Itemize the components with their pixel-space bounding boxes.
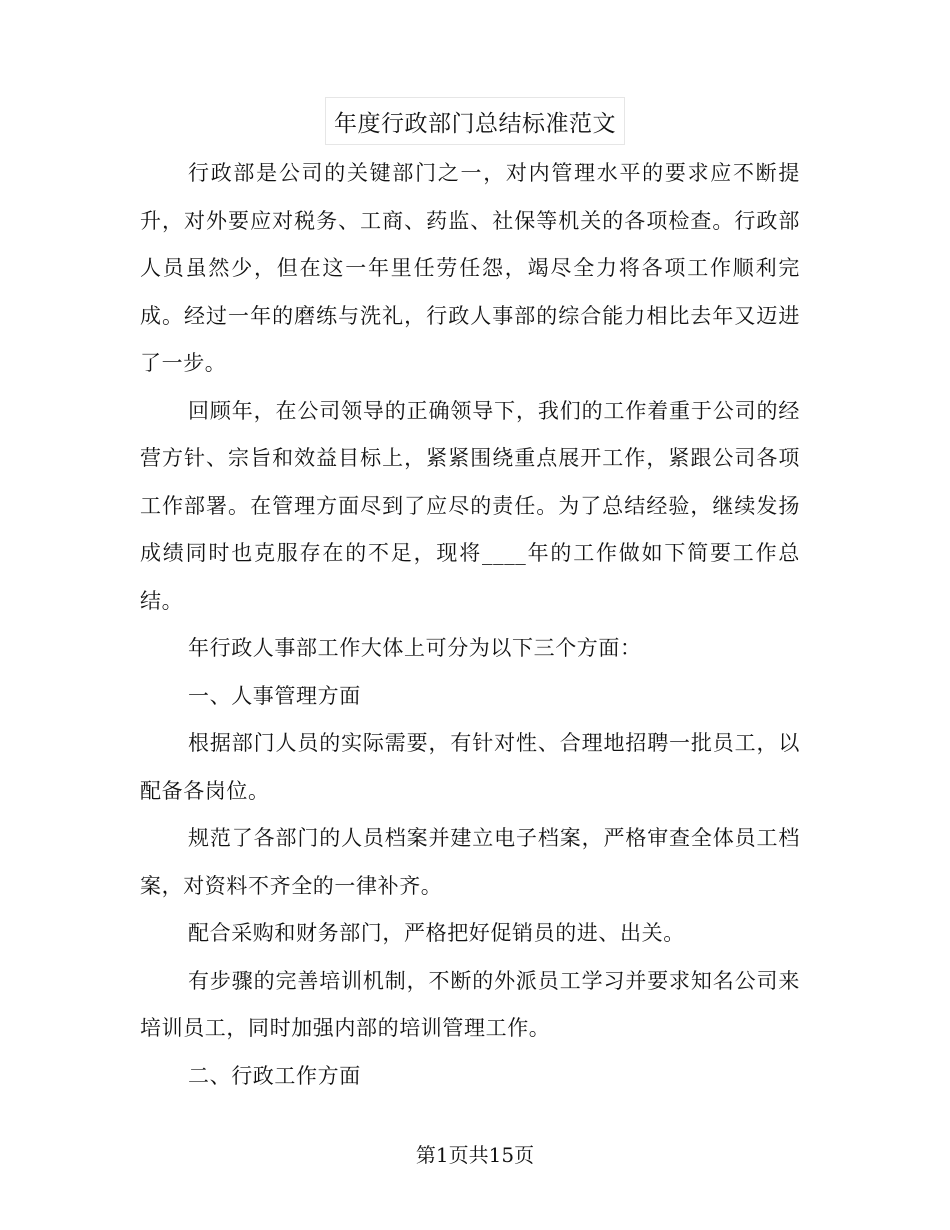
section-heading-personnel: 一、人事管理方面 <box>188 683 361 708</box>
paragraph-training: 有步骤的完善培训机制，不断的外派员工学习并要求知名公司来培训员工，同时加强内部的培训管理工作。 <box>140 968 800 1040</box>
paragraph-review: 回顾年，在公司领导的正确领导下，我们的工作着重于公司的经营方针、宗旨和效益目标上，紧紧围绕重点展开工作，紧跟公司各项工作部署。在管理方面尽到了应尽的责任。为了总结经验，继续发扬成绩同时也克服存在的不足，现将____年的工作做如下简要工作总结。 <box>140 398 800 613</box>
page-number: 第1页共15页 <box>415 1143 535 1167</box>
paragraph-archives: 规范了各部门的人员档案并建立电子档案，严格审查全体员工档案，对资料不齐全的一律补齐。 <box>140 826 800 898</box>
paragraph-intro: 行政部是公司的关键部门之一，对内管理水平的要求应不断提升，对外要应对税务、工商、药监、社保等机关的各项检查。行政部人员虽然少，但在这一年里任劳任怨，竭尽全力将各项工作顺利完成。经过一年的磨练与洗礼，行政人事部的综合能力相比去年又迈进了一步。 <box>140 161 800 375</box>
document-body <box>140 150 800 1100</box>
paragraph-promoters: 配合采购和财务部门，严格把好促销员的进、出关。 <box>188 921 685 945</box>
paragraph-recruitment: 根据部门人员的实际需要，有针对性、合理地招聘一批员工，以配备各岗位。 <box>140 731 800 803</box>
paragraph-overview: 年行政人事部工作大体上可分为以下三个方面： <box>188 636 642 660</box>
section-heading-administration: 二、行政工作方面 <box>188 1063 361 1088</box>
document-title: 年度行政部门总结标准范文 <box>325 97 625 145</box>
